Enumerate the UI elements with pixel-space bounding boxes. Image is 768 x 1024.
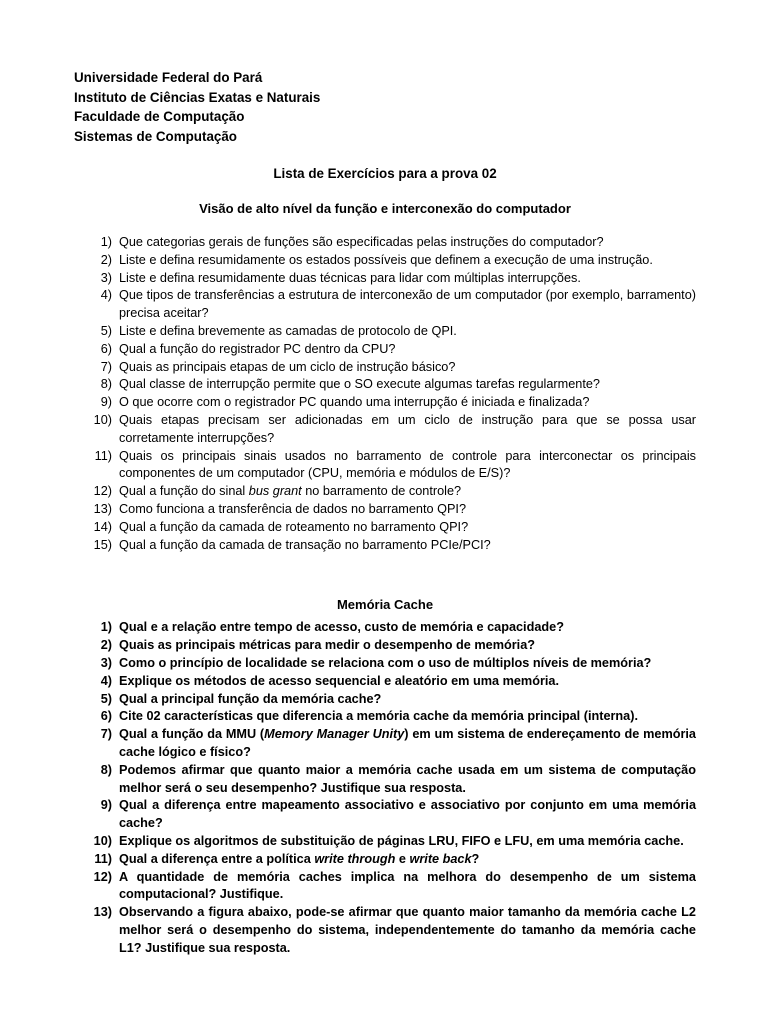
question-number: 1): [100, 620, 112, 635]
question-item: [74, 341, 696, 359]
question-text: Observando a figura abaixo, pode-se afirmar que quanto maior tamanho da memória cache L2 melhor será o desempenho do sistema, independentemente do tamanho da memória cache L1? Justifique sua resposta.: [119, 905, 696, 955]
question-list-cache: [74, 619, 696, 957]
question-number: 10): [93, 412, 112, 427]
question-item: [74, 537, 696, 555]
question-item: [74, 483, 696, 501]
question-number: 13): [93, 905, 112, 920]
question-emphasis: write through: [314, 851, 396, 866]
question-list-interconnection: [74, 234, 696, 554]
question-number: 9): [100, 798, 112, 813]
question-text: Qual e a relação entre tempo de acesso, custo de memória e capacidade?: [119, 620, 564, 635]
question-text: Qual a principal função da memória cache?: [119, 691, 382, 706]
question-item: [74, 904, 696, 957]
header-course: Sistemas de Computação: [74, 128, 237, 144]
question-item: [74, 833, 696, 851]
question-text: Liste e defina resumidamente os estados possíveis que definem a execução de uma instrução.: [119, 252, 653, 267]
question-text: [119, 484, 461, 498]
document-title: Lista de Exercícios para a prova 02: [273, 166, 497, 181]
header-university: Universidade Federal do Pará: [74, 70, 263, 85]
question-text: Qual a função da camada de transação no barramento PCIe/PCI?: [119, 537, 491, 552]
question-item: [74, 252, 696, 270]
section-heading-interconnection: Visão de alto nível da função e interconexão do computador: [199, 201, 571, 216]
question-text: Como funciona a transferência de dados no barramento QPI?: [119, 501, 466, 516]
question-number: 6): [100, 341, 112, 356]
question-emphasis: write back: [409, 851, 472, 866]
question-text: Explique os métodos de acesso sequencial e aleatório em uma memória.: [119, 673, 559, 688]
question-item: [74, 637, 696, 655]
question-number: 3): [100, 655, 112, 670]
question-number: 2): [100, 638, 112, 653]
question-number: 10): [93, 833, 112, 848]
question-text: A quantidade de memória caches implica na melhora do desempenho de um sistema computacional? Justifique.: [119, 869, 696, 902]
question-item: [74, 323, 696, 341]
question-item: [74, 655, 696, 673]
question-text: Quais as principais métricas para medir o desempenho de memória?: [119, 638, 536, 653]
question-item: [74, 394, 696, 412]
question-number: 7): [100, 727, 112, 742]
question-item: [74, 726, 696, 762]
question-text: Liste e defina resumidamente duas técnicas para lidar com múltiplas interrupções.: [119, 270, 581, 285]
question-text: [119, 852, 479, 866]
question-text: Qual a função do registrador PC dentro da CPU?: [119, 341, 396, 356]
question-text-part: no barramento de controle?: [301, 484, 462, 499]
question-text: Qual a função da camada de roteamento no barramento QPI?: [119, 519, 469, 534]
question-number: 4): [100, 673, 112, 688]
question-item: [74, 359, 696, 377]
question-number: 5): [100, 691, 112, 706]
question-item: [74, 762, 696, 798]
question-text: Cite 02 características que diferencia a memória cache da memória principal (interna).: [119, 709, 638, 724]
question-number: 8): [100, 377, 112, 392]
question-item: [74, 376, 696, 394]
header-institute: Instituto de Ciências Exatas e Naturais: [74, 89, 321, 105]
question-text: Que categorias gerais de funções são especificadas pelas instruções do computador?: [119, 235, 604, 249]
question-item: [74, 869, 696, 905]
question-text-part: Qual a diferença entre a política: [119, 851, 315, 866]
question-number: 6): [100, 709, 112, 724]
question-number: 2): [100, 252, 112, 267]
question-number: 5): [100, 323, 112, 338]
header-faculty: Faculdade de Computação: [74, 109, 245, 124]
question-number: 12): [93, 869, 112, 884]
question-text-part: Qual a função do sinal: [119, 484, 249, 499]
question-text: [119, 727, 696, 759]
question-number: 3): [100, 270, 112, 285]
question-text: O que ocorre com o registrador PC quando uma interrupção é iniciada e finalizada?: [119, 395, 590, 410]
question-number: 14): [93, 519, 112, 534]
question-item: [74, 708, 696, 726]
question-text: Quais etapas precisam ser adicionadas em um ciclo de instrução para que se possa usar corretamente interrupções?: [119, 412, 696, 445]
question-item: [74, 691, 696, 709]
institution-header: [74, 68, 696, 146]
question-text: Qual classe de interrupção permite que o SO execute algumas tarefas regularmente?: [119, 377, 600, 392]
question-number: 12): [93, 484, 112, 499]
question-item: [74, 412, 696, 448]
question-text-part: e: [395, 851, 410, 866]
question-item: [74, 270, 696, 288]
question-item: [74, 673, 696, 691]
question-item: [74, 851, 696, 869]
question-item: [74, 448, 696, 484]
question-number: 4): [100, 288, 112, 303]
question-item: [74, 234, 696, 252]
question-item: [74, 501, 696, 519]
question-emphasis: bus grant: [248, 484, 302, 499]
question-text: Qual a diferença entre mapeamento associativo e associativo por conjunto em uma memória cache?: [119, 798, 696, 831]
question-number: 1): [100, 235, 112, 249]
question-text: Podemos afirmar que quanto maior a memória cache usada em um sistema de computação melhor será o seu desempenho? Justifique sua resposta.: [119, 762, 696, 795]
question-text: Explique os algoritmos de substituição de páginas LRU, FIFO e LFU, em uma memória cache.: [119, 833, 684, 848]
question-emphasis: Memory Manager Unity: [264, 727, 405, 742]
question-number: 7): [100, 359, 112, 374]
question-number: 15): [93, 537, 112, 552]
question-item: [74, 287, 696, 323]
question-text-part: Qual a função da MMU (: [119, 727, 265, 742]
question-item: [74, 619, 696, 637]
question-text-part: ?: [471, 851, 480, 866]
section-heading-cache: Memória Cache: [336, 597, 434, 613]
question-item: [74, 797, 696, 833]
question-number: 8): [100, 762, 112, 777]
question-text: Que tipos de transferências a estrutura de interconexão de um computador (por exemplo, barramento) precisa aceitar?: [119, 288, 696, 321]
question-number: 11): [94, 851, 112, 866]
question-text-part: ) em um sistema de endereçamento de memória cache lógico e físico?: [119, 727, 696, 759]
question-text: Como o princípio de localidade se relaciona com o uso de múltiplos níveis de memória?: [119, 655, 652, 670]
question-item: [74, 519, 696, 537]
question-number: 11): [94, 448, 112, 463]
question-number: 13): [93, 501, 112, 516]
question-text: Liste e defina brevemente as camadas de protocolo de QPI.: [119, 323, 457, 338]
question-text: Quais as principais etapas de um ciclo de instrução básico?: [119, 359, 456, 374]
question-number: 9): [100, 395, 112, 410]
question-text: Quais os principais sinais usados no barramento de controle para interconectar os principais componentes de um computador (CPU, memória e módulos de E/S)?: [119, 448, 696, 481]
